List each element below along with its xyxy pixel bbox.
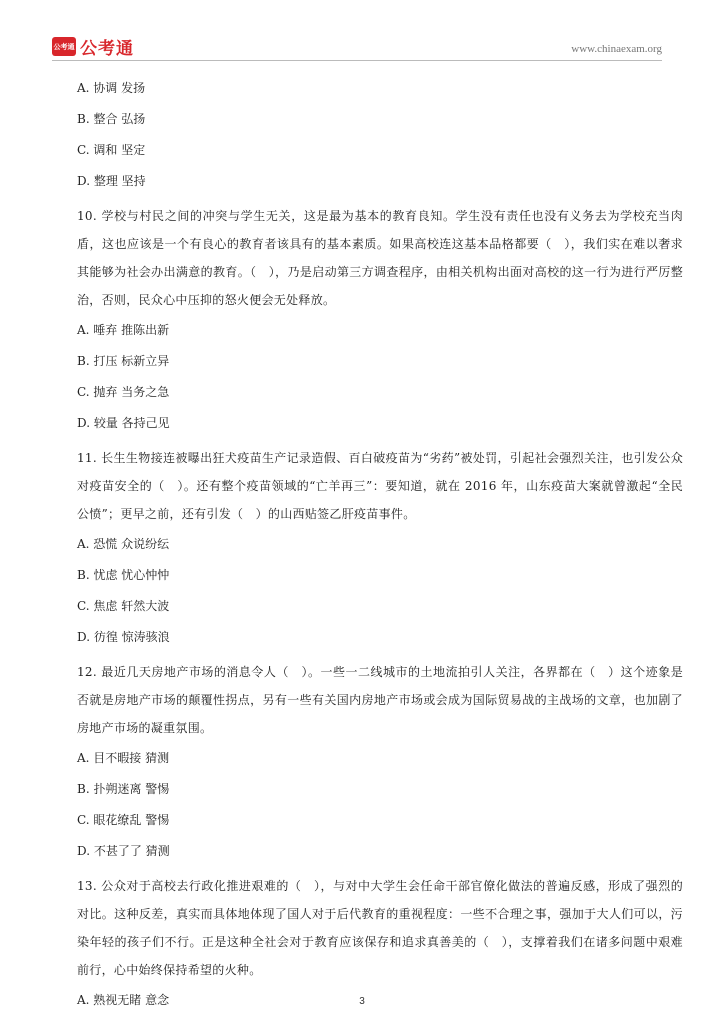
question-12: 12. 最近几天房地产市场的消息令人（ ）。一些一二线城市的土地流拍引人关注，各界都在（ ）这个迹象是否就是房地产市场的颠覆性拐点，另有一些有关国内房地产市场或会成为国际贸易战的主战场的文章，也加剧了房地产市场的凝重氛围。 <box>77 665 683 735</box>
question-13: 13. 公众对于高校去行政化推进艰难的（ ），与对中大学生会任命干部官僚化做法的普遍反感，形成了强烈的对比。这种反差，真实而具体地体现了国人对于后代教育的重视程度：一些不合理之事，强加于大人们可以，污染年轻的孩子们不行。正是这种全社会对于教育应该保存和追求真善美的（ ），支撑着我们在诸多问题中艰难前行，心中始终保持希望的火种。 <box>77 879 683 977</box>
page-header <box>52 34 662 60</box>
q11-option-c: C. 焦虑 轩然大波 <box>77 599 170 613</box>
q9-option-c: C. 调和 坚定 <box>77 143 146 157</box>
header-divider <box>52 60 662 61</box>
logo-text: 公考通 <box>80 39 134 59</box>
document-body <box>77 78 683 1021</box>
site-url: www.chinaexam.org <box>571 43 662 55</box>
q11-option-d: D. 彷徨 惊涛骇浪 <box>77 630 170 644</box>
q9-option-d: D. 整理 坚持 <box>77 174 146 188</box>
q12-option-d: D. 不甚了了 猜测 <box>77 844 170 858</box>
question-10: 10. 学校与村民之间的冲突与学生无关，这是最为基本的教育良知。学生没有责任也没有义务去为学校充当肉盾，这也应该是一个有良心的教育者该具有的基本素质。如果高校连这基本品格都要（ ），我们实在难以奢求其能够为社会办出满意的教育。（ ），乃是启动第三方调查程序，由相关机构出面对高校的这一行为进行严厉整治，否则，民众心中压抑的怒火便会无处释放。 <box>77 209 683 307</box>
q10-option-a: A. 唾弃 推陈出新 <box>77 323 170 337</box>
q11-option-a: A. 恐慌 众说纷纭 <box>77 537 170 551</box>
q9-option-a: A. 协调 发扬 <box>77 81 146 95</box>
q12-option-c: C. 眼花缭乱 警惕 <box>77 813 170 827</box>
q13-option-a: A. 熟视无睹 意念 <box>77 993 170 1007</box>
q10-option-c: C. 抛弃 当务之急 <box>77 385 170 399</box>
q12-option-b: B. 扑朔迷离 警惕 <box>77 782 170 796</box>
q9-option-b: B. 整合 弘扬 <box>77 112 146 126</box>
logo <box>52 34 134 59</box>
question-11: 11. 长生生物接连被曝出狂犬疫苗生产记录造假、百白破疫苗为“劣药”被处罚，引起社会强烈关注，也引发公众对疫苗安全的（ ）。还有整个疫苗领域的“亡羊再三”：要知道，就在 2016 年，山东疫苗大案就曾激起“全民公愤”；更早之前，还有引发（ ）的山西贴签乙肝疫苗事件。 <box>77 451 683 521</box>
logo-badge: 公考通 <box>52 37 76 56</box>
q10-option-d: D. 较量 各持己见 <box>77 416 170 430</box>
page-number: 3 <box>359 996 365 1007</box>
q10-option-b: B. 打压 标新立异 <box>77 354 170 368</box>
q11-option-b: B. 忧虑 忧心忡忡 <box>77 568 170 582</box>
q12-option-a: A. 目不暇接 猜测 <box>77 751 170 765</box>
